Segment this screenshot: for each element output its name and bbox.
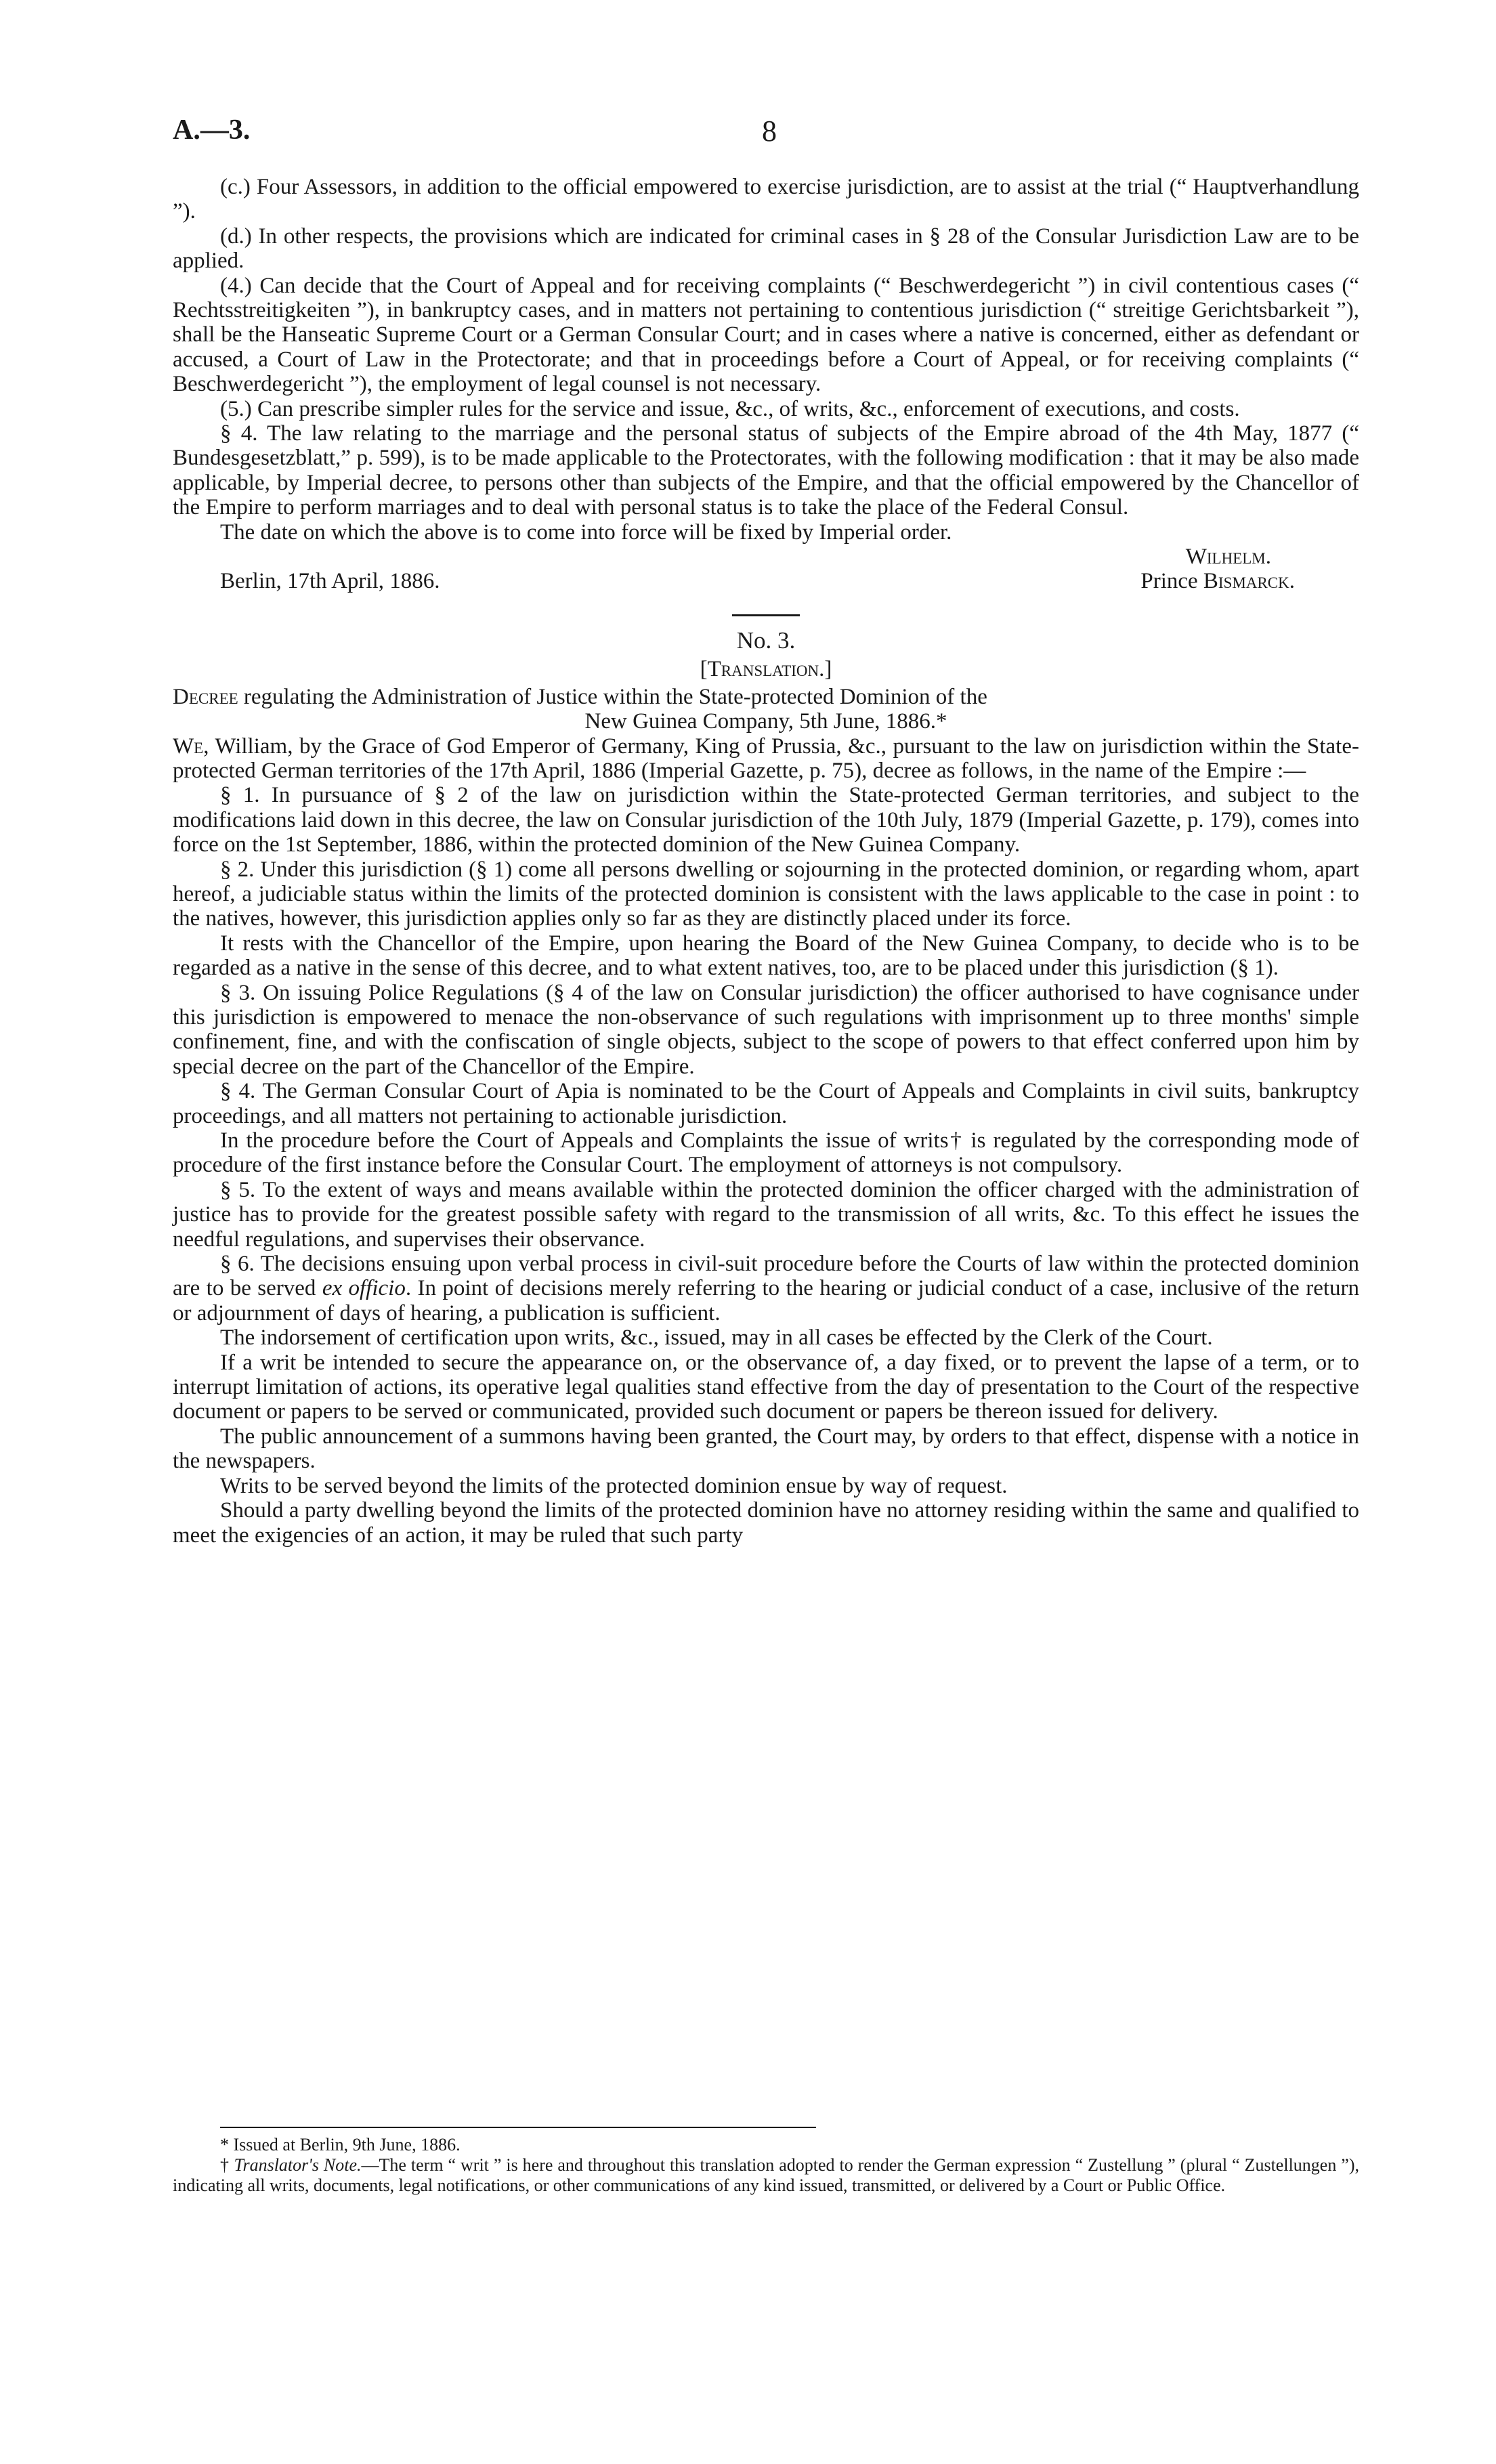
paragraph: The indorsement of certification upon writs, &c., issued, may in all cases be effected by the Clerk of the Court. [220,1325,1213,1351]
chancellor-name: Bismarck. [1203,569,1295,594]
translation-label [173,657,1359,681]
paragraph: (c.) Four Assessors, in addition to the official empowered to exercise jurisdiction, are to assist at the trial (“ Hauptverhandlung ”). [173,175,1359,224]
section-divider [732,614,800,616]
parliamentary-paper-ref: A.—3. [173,114,251,146]
document-body [173,175,1359,1548]
paragraph: § 2. Under this jurisdiction (§ 1) come all persons dwelling or sojourning in the protected dominion, or regarding whom, apart hereof, a judiciable status within the limits of the protected dominion is consistent with the laws applicable to the case in point : to the natives, however, this jurisdiction applies only so far as they are distinctly placed under its force. [173,857,1359,931]
decree-title-line1 [173,685,1359,709]
s6-italic: ex officio [322,1276,406,1301]
decree-title-line2: New Guinea Company, 5th June, 1886.* [584,709,947,734]
s6-part2: . In point of decisions merely referring to the hearing or judicial conduct of a case, inclusive of the return or adjournment of days of hearing, a publication is sufficient. [173,1276,1359,1325]
page-number: 8 [762,114,777,148]
paragraph: Writs to be served beyond the limits of the protected dominion ensue by way of request. [220,1473,1008,1498]
paragraph: (d.) In other respects, the provisions which are indicated for criminal cases in § 28 of the Consular Jurisdiction Law are to be applied. [173,224,1359,274]
translation-label-text: [Translation.] [700,657,832,682]
paragraph: (5.) Can prescribe simpler rules for the service and issue, &c., of writs, &c., enforcement of executions, and costs. [220,396,1240,421]
preamble-lead: We, [173,734,209,759]
footnote-2-label: Translator's Note. [234,2155,362,2175]
signature-sovereign-row [173,545,1359,569]
paragraph: In the procedure before the Court of Appeals and Complaints the issue of writs† is regulated by the corresponding mode of procedure of the first instance before the Consular Court. The employment of attorneys is not compulsory. [173,1128,1359,1178]
preamble [173,734,1359,784]
chancellor-title: Prince [1140,569,1198,594]
paragraph: The public announcement of a summons having been granted, the Court may, by orders to that effect, dispense with a notice in the newspapers. [173,1424,1359,1474]
signature-wilhelm: Wilhelm. [1185,545,1271,570]
footnote-2-mark: † [220,2155,234,2175]
paragraph: § 1. In pursuance of § 2 of the law on jurisdiction within the State-protected German territories, and subject to the modifications laid down in this decree, the law on Consular jurisdiction of the 10th July, 1879 (Imperial Gazette, p. 179), comes into force on the 1st September, 1886, within the protected dominion of the New Guinea Company. [173,783,1359,857]
paragraph: § 3. On issuing Police Regulations (§ 4 of the law on Consular jurisdiction) the officer authorised to have cognisance under this jurisdiction is empowered to menace the non-observance of such regulations with imprisonment up to three months' simple confinement, fine, and with the confiscation of single objects, subject to the scope of powers to that effect conferred upon him by special decree on the part of the Chancellor of the Empire. [173,980,1359,1079]
footnotes [173,2127,1359,2196]
place-date: Berlin, 17th April, 1886. [220,569,440,594]
paragraph-s6 [173,1252,1359,1325]
paragraph: The date on which the above is to come into force will be fixed by Imperial order. [220,519,952,545]
footnote-1: * Issued at Berlin, 9th June, 1886. [220,2135,461,2154]
page-header [173,114,1359,161]
section-number: No. 3. [736,626,796,654]
signature-chancellor [1140,569,1295,593]
paragraph: § 5. To the extent of ways and means available within the protected dominion the officer charged with the administration of justice has to provide for the greatest possible safety with regard to the transmission of all writs, &c. To this effect he issues the needful regulations, and supervises their observance. [173,1177,1359,1252]
preamble-text: William, by the Grace of God Emperor of Germany, King of Prussia, &c., pursuant to the law on jurisdiction within the State-protected German territories of the 17th April, 1886 (Imperial Gazette, p. 75), decree as follows, in the name of the Empire :— [173,734,1359,783]
paragraph: If a writ be intended to secure the appearance on, or the observance of, a day fixed, or to prevent the lapse of a term, or to interrupt limitation of actions, its operative legal qualities stand effective from the day of presentation to the Court of the respective document or papers to be served or communicated, provided such document or papers be thereon issued for delivery. [173,1350,1359,1424]
signature-date-row [173,569,1359,593]
paragraph: § 4. The law relating to the marriage and the personal status of subjects of the Empire abroad of the 4th May, 1877 (“ Bundesgesetzblatt,” p. 599), is to be made applicable to the Protectorates, with the following modification : that it may be also made applicable, by Imperial decree, to persons other than subjects of the Empire, and that the official empowered by the Chancellor of the Empire to perform marriages and to deal with personal status is to take the place of the Federal Consul. [173,421,1359,520]
footnote-2 [173,2155,1359,2196]
decree-lead: Decree [173,684,238,709]
document-page [173,114,1359,1548]
paragraph: Should a party dwelling beyond the limits of the protected dominion have no attorney residing within the same and qualified to meet the exigencies of an action, it may be ruled that such party [173,1498,1359,1548]
paragraph: § 4. The German Consular Court of Apia is nominated to be the Court of Appeals and Complaints in civil suits, bankruptcy proceedings, and all matters not pertaining to actionable jurisdiction. [173,1079,1359,1128]
decree-title-text: regulating the Administration of Justice within the State-protected Dominion of the [238,684,987,709]
s6-part1: § 6. The decisions ensuing upon verbal process in civil-suit procedure before the Courts of law within the protected dominion are to be served [173,1252,1359,1301]
footnote-rule [220,2127,816,2128]
paragraph: It rests with the Chancellor of the Empire, upon hearing the Board of the New Guinea Company, to decide who is to be regarded as a native in the sense of this decree, and to what extent natives, too, are to be placed under this jurisdiction (§ 1). [173,931,1359,981]
footnote-2-text: —The term “ writ ” is here and throughout this translation adopted to render the German expression “ Zustellung ” (plural “ Zustellungen ”), indicating all writs, documents, legal notifications, or other communications of any kind issued, transmitted, or delivered by a Court or Public Office. [173,2155,1359,2195]
paragraph: (4.) Can decide that the Court of Appeal and for receiving complaints (“ Beschwerdegericht ”) in civil contentious cases (“ Rechtsstreitigkeiten ”), in bankruptcy cases, and in matters not pertaining to contentious jurisdiction (“ streitige Gerichtsbarkeit ”), shall be the Hanseatic Supreme Court or a German Consular Court; and in cases where a native is concerned, either as defendant or accused, a Court of Law in the Protectorate; and that in proceedings before a Court of Appeal, or for receiving complaints (“ Beschwerdegericht ”), the employment of legal counsel is not necessary. [173,273,1359,397]
